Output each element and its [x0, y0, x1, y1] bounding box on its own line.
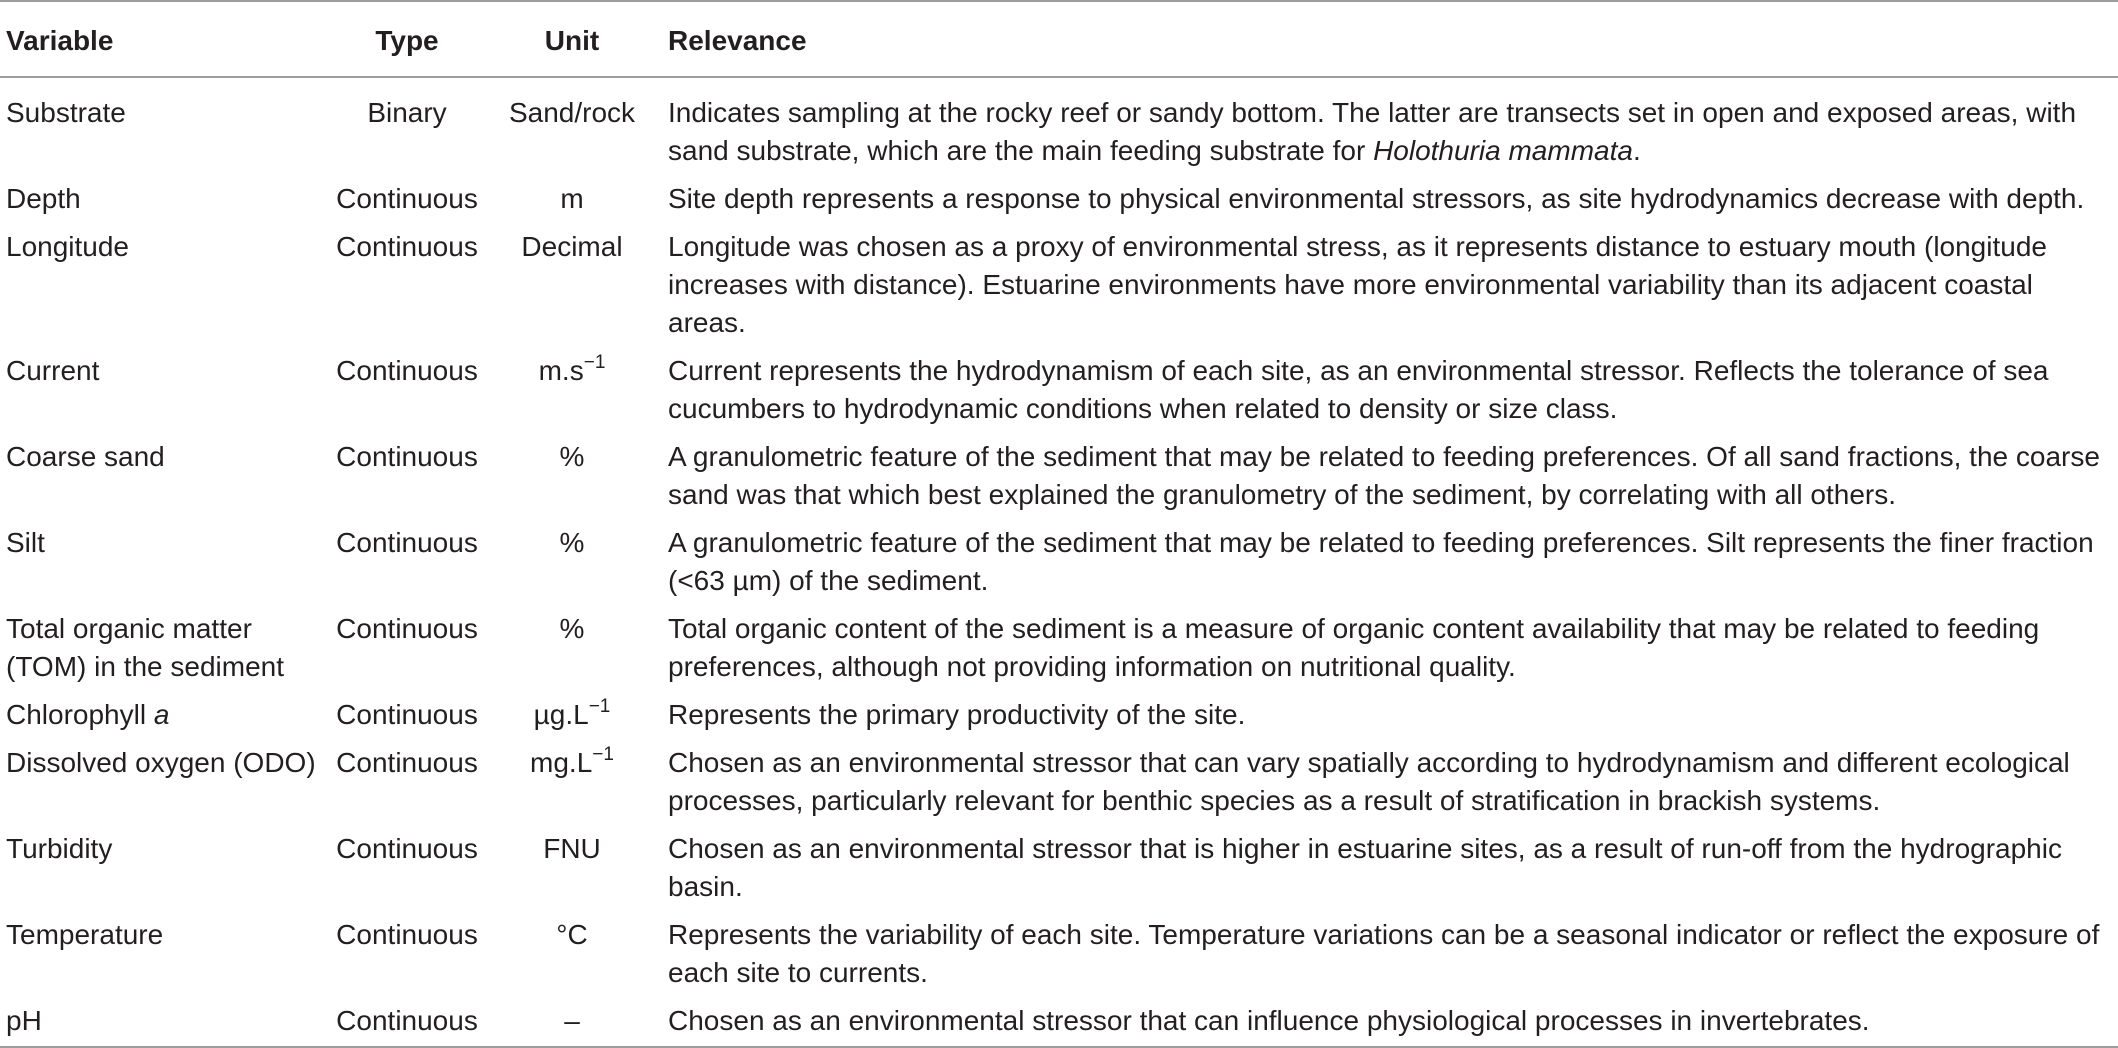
- cell-unit: [492, 352, 652, 438]
- relevance-text: Current represents the hydrodynamism of each site, as an environmental stressor. Reflects the tolerance of sea cucumbers to hydrodynamic conditions when related to density or size class.: [668, 355, 2049, 424]
- header-row: [0, 1, 2118, 77]
- cell-type: Continuous: [336, 1005, 478, 1036]
- cell-type: Continuous: [336, 613, 478, 644]
- cell-unit: [492, 744, 652, 830]
- relevance-text: Represents the primary productivity of the site.: [668, 699, 1246, 730]
- cell-variable: [0, 696, 322, 744]
- cell-relevance: [652, 352, 2118, 438]
- unit-text: °C: [556, 919, 588, 950]
- cell-variable: [0, 524, 322, 610]
- variable-italic-text: a: [153, 699, 170, 730]
- table-row: [0, 744, 2118, 830]
- cell-type: Continuous: [336, 441, 478, 472]
- cell-type: Continuous: [336, 919, 478, 950]
- table-body: [0, 77, 2118, 1047]
- unit-exponent: −1: [588, 695, 611, 717]
- cell-variable: [0, 228, 322, 352]
- cell-type: Continuous: [336, 231, 478, 262]
- cell-type: Continuous: [336, 355, 478, 386]
- cell-relevance: [652, 916, 2118, 1002]
- cell-unit: [492, 77, 652, 180]
- cell-unit: [492, 438, 652, 524]
- relevance-tail-text: .: [1632, 135, 1641, 166]
- table-row: [0, 228, 2118, 352]
- variable-text: Coarse sand: [6, 441, 165, 472]
- unit-text: Decimal: [521, 231, 623, 262]
- table-row: [0, 77, 2118, 180]
- cell-relevance: [652, 830, 2118, 916]
- header-variable: Variable: [6, 25, 114, 56]
- variable-text: Depth: [6, 183, 81, 214]
- header-unit: Unit: [544, 25, 600, 56]
- table-header: [0, 1, 2118, 77]
- relevance-text: Represents the variability of each site. Temperature variations can be a seasonal indicator or reflect the exposure of each site to currents.: [668, 919, 2100, 988]
- variable-text: pH: [6, 1005, 42, 1036]
- cell-type: Continuous: [336, 747, 478, 778]
- unit-exponent: −1: [583, 351, 606, 373]
- header-relevance: Relevance: [668, 25, 807, 56]
- cell-relevance: [652, 228, 2118, 352]
- table-row: [0, 696, 2118, 744]
- variable-text: Dissolved oxygen (ODO): [6, 747, 316, 778]
- cell-unit: [492, 524, 652, 610]
- unit-text: Sand/rock: [508, 97, 636, 128]
- table-row: [0, 180, 2118, 228]
- relevance-text: A granulometric feature of the sediment that may be related to feeding preferences. Of all sand fractions, the coarse sand was that which best explained the granulometry of the sediment, by correlating with all others.: [668, 441, 2100, 510]
- relevance-text: Total organic content of the sediment is a measure of organic content availability that may be related to feeding preferences, although not providing information on nutritional quality.: [668, 613, 2040, 682]
- cell-type: Continuous: [336, 183, 478, 214]
- relevance-text: Indicates sampling at the rocky reef or sandy bottom. The latter are transects set in open and exposed areas, with sand substrate, which are the main feeding substrate for: [668, 97, 2077, 166]
- unit-text: %: [559, 613, 585, 644]
- table-row: [0, 610, 2118, 696]
- cell-variable: [0, 77, 322, 180]
- cell-unit: [492, 916, 652, 1002]
- unit-text: mg.L: [530, 747, 593, 778]
- cell-variable: [0, 610, 322, 696]
- cell-relevance: [652, 696, 2118, 744]
- cell-type: Continuous: [336, 699, 478, 730]
- cell-variable: [0, 916, 322, 1002]
- cell-relevance: [652, 438, 2118, 524]
- variable-text: Current: [6, 355, 100, 386]
- cell-relevance: [652, 744, 2118, 830]
- cell-unit: [492, 830, 652, 916]
- relevance-text: Chosen as an environmental stressor that can influence physiological processes in invertebrates.: [668, 1005, 1870, 1036]
- table-row: [0, 830, 2118, 916]
- cell-variable: [0, 438, 322, 524]
- unit-text: m: [560, 183, 584, 214]
- species-name-italic: Holothuria mammata: [1373, 135, 1633, 166]
- unit-text: %: [559, 441, 585, 472]
- cell-unit: [492, 180, 652, 228]
- relevance-text: Chosen as an environmental stressor that can vary spatially according to hydrodynamism and different ecological processes, particularly relevant for benthic species as a result of stratification in brackish systems.: [668, 747, 2070, 816]
- cell-variable: [0, 830, 322, 916]
- variable-text: Chlorophyll: [6, 699, 154, 730]
- cell-relevance: [652, 180, 2118, 228]
- relevance-text: Chosen as an environmental stressor that is higher in estuarine sites, as a result of run-off from the hydrographic basin.: [668, 833, 2062, 902]
- cell-unit: [492, 610, 652, 696]
- variable-text: Substrate: [6, 97, 126, 128]
- cell-type: Binary: [367, 97, 447, 128]
- cell-relevance: [652, 610, 2118, 696]
- unit-text: FNU: [543, 833, 601, 864]
- table-row: [0, 352, 2118, 438]
- table-row: [0, 438, 2118, 524]
- relevance-text: A granulometric feature of the sediment that may be related to feeding preferences. Silt represents the finer fraction (<63 µm) of the sediment.: [668, 527, 2094, 596]
- unit-text: –: [564, 1005, 580, 1036]
- cell-type: Continuous: [336, 527, 478, 558]
- unit-text: µg.L: [533, 699, 589, 730]
- cell-relevance: [652, 77, 2118, 180]
- variable-text: Total organic matter (TOM) in the sediment: [6, 613, 285, 682]
- relevance-text: Site depth represents a response to physical environmental stressors, as site hydrodynamics decrease with depth.: [668, 183, 2085, 214]
- cell-variable: [0, 180, 322, 228]
- cell-type: Continuous: [336, 833, 478, 864]
- cell-unit: [492, 228, 652, 352]
- cell-relevance: [652, 524, 2118, 610]
- unit-exponent: −1: [592, 743, 614, 765]
- table-row: [0, 524, 2118, 610]
- cell-variable: [0, 744, 322, 830]
- unit-text: m.s: [538, 355, 584, 386]
- variable-text: Temperature: [6, 919, 164, 950]
- variable-text: Turbidity: [6, 833, 113, 864]
- header-type: Type: [375, 25, 439, 56]
- unit-text: %: [559, 527, 585, 558]
- variable-text: Longitude: [6, 231, 130, 262]
- cell-variable: [0, 352, 322, 438]
- variable-text: Silt: [6, 527, 45, 558]
- relevance-text: Longitude was chosen as a proxy of environmental stress, as it represents distance to estuary mouth (longitude increases with distance). Estuarine environments have more environmental variability than its adjacent coastal areas.: [668, 231, 2047, 338]
- table-row: [0, 916, 2118, 1002]
- cell-unit: [492, 696, 652, 744]
